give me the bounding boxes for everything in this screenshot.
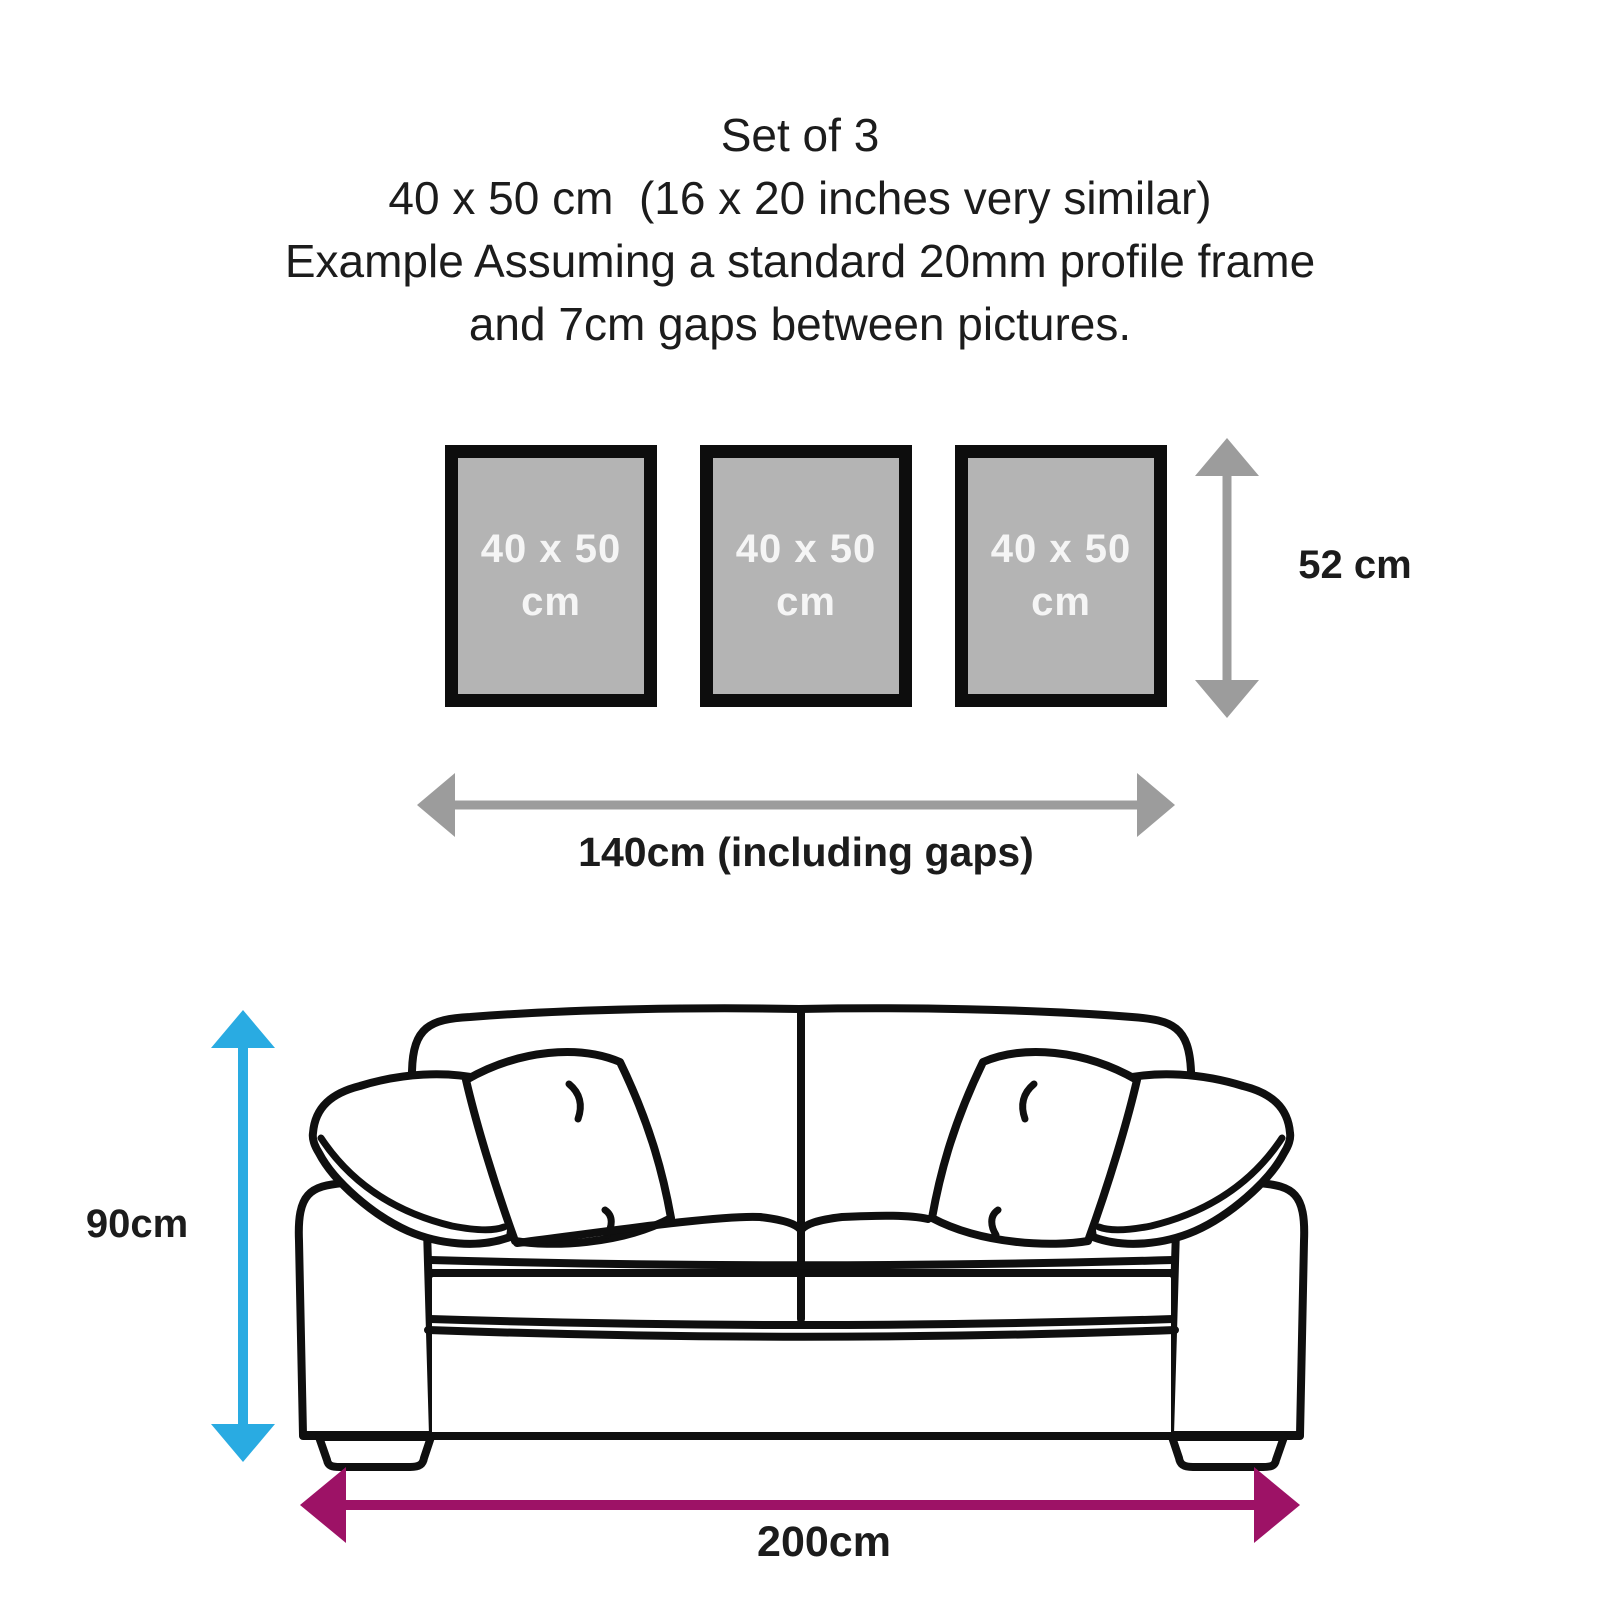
- frame-height-arrow-icon: [1195, 438, 1259, 718]
- frame-size-label: [481, 523, 621, 629]
- frame-width-label: 140cm (including gaps): [578, 829, 1034, 875]
- frame-size-unit: cm: [776, 580, 836, 624]
- frame-size-value: 40 x 50: [990, 527, 1132, 571]
- sofa-height-arrow-icon: [211, 1010, 275, 1462]
- sofa-height-label: 90cm: [85, 1202, 189, 1246]
- frame-width-arrow-icon: [417, 773, 1175, 837]
- picture-frame-3: [955, 445, 1167, 707]
- title-block: [0, 104, 1600, 356]
- sofa-illustration: [280, 983, 1310, 1473]
- title-line-1: Set of 3: [720, 109, 880, 161]
- frame-size-label: [736, 523, 876, 629]
- picture-frame-2: [700, 445, 912, 707]
- frame-size-unit: cm: [1031, 580, 1091, 624]
- frame-size-unit: cm: [521, 580, 581, 624]
- sofa-foot-right: [1172, 1437, 1284, 1467]
- frame-size-value: 40 x 50: [480, 527, 622, 571]
- title-line-4: and 7cm gaps between pictures.: [468, 298, 1132, 350]
- title-line-3: Example Assuming a standard 20mm profile frame: [284, 235, 1316, 287]
- frame-height-label: 52 cm: [1298, 543, 1412, 587]
- sofa-width-label: 200cm: [757, 1518, 891, 1566]
- sofa-foot-left: [319, 1437, 431, 1467]
- frame-size-value: 40 x 50: [735, 527, 877, 571]
- title-line-2: 40 x 50 cm (16 x 20 inches very similar): [388, 172, 1212, 224]
- picture-frame-1: [445, 445, 657, 707]
- frame-size-label: [991, 523, 1131, 629]
